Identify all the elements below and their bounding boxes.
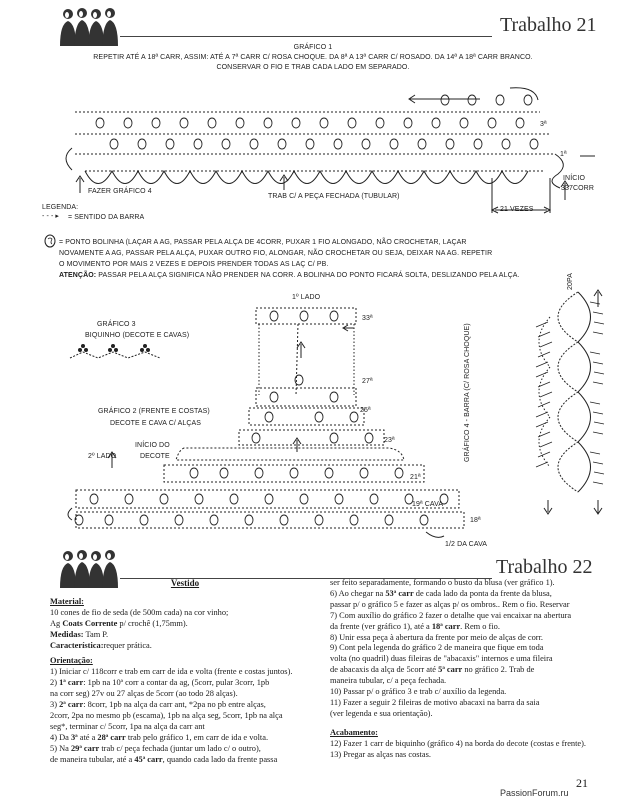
step-12: 12) Fazer 1 carr de biquinho (gráfico 4) na borda do decote (costas e frente). (330, 738, 587, 748)
header-rule (120, 36, 492, 37)
step-9-cont: volta (no quadril) duas fileiras de "abacaxis" internos e uma fileira (330, 654, 553, 664)
step-6: 6) Ao chegar na 53ª carr de cada lado da ponta da frente da blusa, (330, 588, 552, 598)
women-figures-icon (58, 6, 120, 46)
instructions-right-column (330, 578, 610, 761)
step-8: 8) Unir essa peça à abertura da frente por meio de alças de corr. (330, 632, 543, 642)
step-2-cont: na corr seg) 27v ou 27 alças de 5corr (ao todo 28 alças). (50, 689, 238, 699)
row-label-3: 3ª (540, 121, 547, 128)
orientacao-label: Orientação: (50, 656, 93, 666)
step-3-cont2: seg*, terminar c/ 5corr, 1pa na alça da carr ant (50, 721, 205, 731)
step-13: 13) Pregar as alças nas costas. (330, 749, 431, 759)
step-2: 2) 1ª carr: 1pb na 10ª corr a contar da ag, (5corr, pular 3corr, 1pb (50, 678, 270, 688)
row-21: 21ª (410, 474, 421, 481)
legend-arrow-icon: - - - ▸ (42, 213, 60, 220)
step-11: 11) Fazer a seguir 2 fileiras de motivo abacaxi na barra da saia (330, 697, 540, 707)
legend-bolinha-2: NOVAMENTE A AG, PASSAR PELA ALÇA, PUXAR OUTRO FIO, ALONGAR, NÃO CROCHETAR OU SEJA, DEIXAR NA AG. REPETIR (59, 250, 493, 257)
step-5-cont: de maneira tubular, até a 45ª carr, quando cada lado da frente passa (50, 754, 278, 764)
row-23: 23ª (384, 437, 395, 444)
step-7: 7) Com auxílio do gráfico 2 fazer o detalhe que vai encaixar na abertura (330, 610, 572, 620)
watermark: PassionForum.ru (500, 788, 569, 798)
step-4: 4) Da 3ª até a 28ª carr trab pelo gráfico 1, em carr de ida e volta. (50, 732, 269, 742)
step-7-cont: da frente (ver gráfico 1), até a 18ª carr. Rem o fio. (330, 621, 500, 631)
label-2-lado: 2º LADO (88, 453, 117, 460)
label-half-cava: 1/2 DA CAVA (445, 541, 488, 548)
acabamento-label: Acabamento: (330, 727, 378, 737)
grafico4-diagram (498, 282, 610, 522)
page-number: 21 (576, 776, 588, 790)
instructions-left-column (50, 578, 320, 766)
grafico2-subtitle: DECOTE E CAVA C/ ALÇAS (110, 420, 202, 427)
step-9-cont2: de abacaxis da alça de 5corr até 5ª carr no gráfico 2. Trab de (330, 665, 535, 675)
row-27: 27ª (362, 378, 373, 385)
legend-title: LEGENDA: (42, 204, 79, 211)
vestido-title: Vestido (170, 578, 200, 588)
atencao-text: PASSAR PELA ALÇA SIGNIFICA NÃO PRENDER NA CORR. A BOLINHA DO PONTO FICARÁ SOLTA, DESLIZANDO PELA ALÇA. (98, 272, 520, 279)
grafico3-subtitle: BIQUINHO (DECOTE E CAVAS) (85, 332, 190, 339)
label-inicio-do: INÍCIO DO (135, 442, 170, 449)
label-trab-tubular: TRAB C/ A PEÇA FECHADA (TUBULAR) (268, 193, 400, 200)
label-decote: DECOTE (140, 453, 170, 460)
step-6-cont: passar p/ o gráfico 5 e fazer as alças p/ os ombros.. Rem o fio. Reservar (330, 599, 570, 609)
step-3: 3) 2ª carr: 8corr, 1pb na alça da carr ant, *2pa no pb entre alças, (50, 700, 266, 710)
step-1: 1) Iniciar c/ 118corr e trab em carr de ida e volta (frente e costas juntos). (50, 667, 293, 677)
bobble-stitch-icon (44, 234, 56, 248)
grafico2-title: GRÁFICO 2 (FRENTE E COSTAS) (98, 408, 210, 415)
step-9-cont3: maneira tubular, c/ a peça fechada. (330, 676, 447, 686)
material-line-2: Ag Coats Corrente p/ crochê (1,75mm). (50, 618, 188, 628)
row-33: 33ª (362, 315, 373, 322)
label-19-cava: 19ª CAVA (412, 501, 444, 508)
row-18: 18ª (470, 517, 481, 524)
step-9: 9) Cont pela legenda do gráfico 2 de maneira que fique em toda (330, 643, 544, 653)
grafico1-title: GRÁFICO 1 (293, 44, 333, 51)
grafico3-title: GRÁFICO 3 (97, 321, 136, 328)
legend-sentido: = SENTIDO DA BARRA (68, 214, 145, 221)
row-25: 25ª (360, 407, 371, 414)
grafico1-line2: CONSERVAR O FIO E TRAB CADA LADO EM SEPARADO. (216, 64, 410, 71)
grafico4-20pa: 20PA (567, 272, 574, 290)
label-337corr: 337CORR (561, 185, 594, 192)
medidas: Medidas: Tam P. (50, 629, 109, 639)
label-1-lado: 1º LADO (292, 294, 321, 301)
page-title-trabalho-22: Trabalho 22 (496, 556, 593, 578)
step-5-end: ser feito separadamente, formando o busto da blusa (ver gráfico 1). (330, 578, 555, 587)
legend-bolinha-1: = PONTO BOLINHA (LAÇAR A AG, PASSAR PELA ALÇA DE 4CORR, PUXAR 1 FIO ALONGADO, NÃO CROCHETAR, LAÇAR (59, 239, 467, 246)
step-11-cont: (ver legenda e sua orientação). (330, 708, 433, 718)
step-5: 5) Na 29ª carr trab c/ peça fechada (juntar um lado c/ o outro), (50, 743, 261, 753)
label-inicio: INÍCIO (563, 175, 585, 182)
step-10: 10) Passar p/ o gráfico 3 e trab c/ auxílio da legenda. (330, 687, 507, 697)
material-label: Material: (50, 596, 84, 606)
legend-bolinha-3: O MOVIMENTO POR MAIS 2 VEZES E DEPOIS PRENDER TODAS AS LAÇ C/ PB. (59, 261, 329, 268)
step-3-cont: 2corr, 2pa no mesmo pb (escama), 1pb na alça seg, 5corr, 1pb na alça (50, 710, 283, 720)
label-21-vezes: 21 VEZES (500, 206, 534, 213)
label-fazer-grafico-4: FAZER GRÁFICO 4 (88, 188, 152, 195)
row-label-1: 1ª (560, 151, 567, 158)
caracteristica: Característica:requer prática. (50, 640, 152, 650)
grafico1-line1: REPETIR ATÉ A 18ª CARR, ASSIM: ATÉ A 7ª CARR C/ ROSA CHOQUE. DA 8ª A 13ª CARR C/ ROSADO. DA 14ª A 18ª CARR BRANCO. (93, 54, 533, 61)
atencao-label: ATENÇÃO: (59, 272, 97, 279)
material-line-1: 10 cones de fio de seda (de 500m cada) na cor vinho; (50, 607, 229, 617)
page-title-trabalho-21: Trabalho 21 (500, 14, 597, 36)
grafico2-diagram (64, 300, 474, 545)
grafico4-label: GRÁFICO 4 - BARRA (C/ ROSA CHOQUE) (464, 323, 471, 462)
legend-atencao (59, 271, 520, 280)
